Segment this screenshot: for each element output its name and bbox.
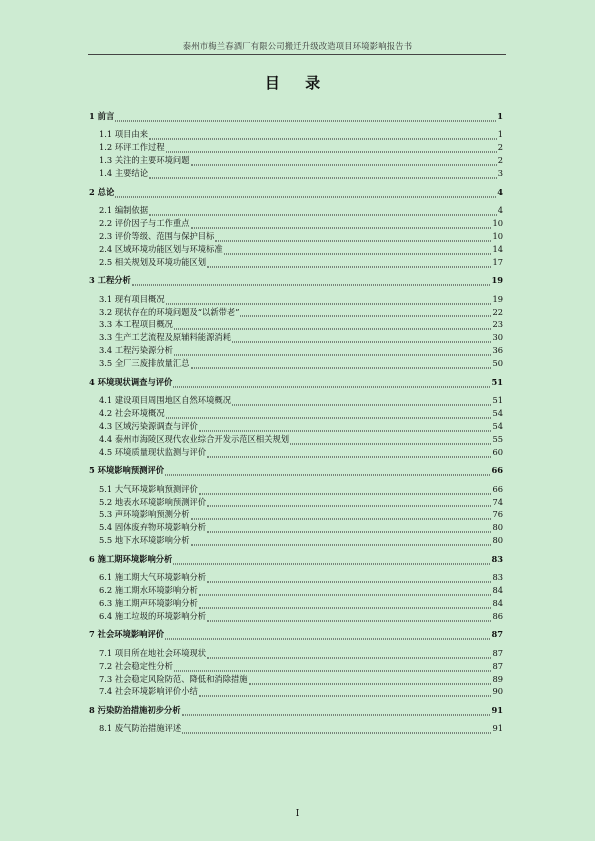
toc-chapter-entry[interactable] <box>89 186 503 199</box>
toc-leader-dots <box>215 232 491 241</box>
toc-section-entry[interactable] <box>89 357 503 370</box>
toc-entry-page: 55 <box>492 433 503 444</box>
toc-leader-dots <box>207 574 491 583</box>
toc-leader-dots <box>199 485 492 494</box>
toc-entry-page: 91 <box>492 723 503 734</box>
toc-section-entry[interactable] <box>89 722 503 735</box>
page-title: 目 录 <box>264 74 331 92</box>
toc-section-entry[interactable] <box>89 331 503 344</box>
toc-entry-label: 5.5 地下水环境影响分析 <box>99 535 190 546</box>
toc-section-entry[interactable] <box>89 673 503 686</box>
toc-leader-dots <box>182 725 491 734</box>
toc-leader-dots <box>115 112 496 121</box>
toc-leader-dots <box>191 511 492 520</box>
toc-entry-label: 1.2 环评工作过程 <box>99 142 165 153</box>
toc-entry-page: 76 <box>492 509 503 520</box>
toc-leader-dots <box>182 706 491 715</box>
toc-leader-dots <box>115 188 496 197</box>
toc-entry-page: 2 <box>497 142 503 153</box>
toc-entry-label: 4.3 区域污染源调查与评价 <box>99 420 198 431</box>
toc-entry-page: 19 <box>492 293 503 304</box>
toc-entry-page: 87 <box>492 647 503 658</box>
toc-section-entry[interactable] <box>89 660 503 673</box>
toc-entry-label: 3.2 现状存在的环境问题及“以新带老” <box>99 306 240 317</box>
toc-entry-page: 89 <box>492 673 503 684</box>
toc-section-entry[interactable] <box>89 243 503 256</box>
toc-entry-page: 80 <box>492 535 503 546</box>
toc-section-entry[interactable] <box>89 256 503 269</box>
toc-entry-page: 66 <box>492 483 503 494</box>
toc-leader-dots <box>199 422 492 431</box>
toc-entry-page: 66 <box>491 465 503 476</box>
toc-chapter-entry[interactable] <box>89 464 503 477</box>
toc-leader-dots <box>232 334 491 343</box>
toc-entry-label: 5 环境影响预测评价 <box>89 465 165 476</box>
toc-entry-label: 2.4 区域环境功能区划与环境标准 <box>99 243 223 254</box>
toc-entry-label: 2.2 评价因子与工作重点 <box>99 218 190 229</box>
toc-entry-label: 6.2 施工期水环境影响分析 <box>99 585 198 596</box>
toc-leader-dots <box>191 360 492 369</box>
toc-entry-page: 30 <box>492 332 503 343</box>
toc-leader-dots <box>207 258 491 267</box>
toc-leader-dots <box>199 586 492 595</box>
toc-leader-dots <box>173 555 490 564</box>
toc-section-entry[interactable] <box>89 584 503 597</box>
toc-section-entry[interactable] <box>89 433 503 446</box>
toc-entry-label: 4.1 建设项目周围地区自然环境概况 <box>99 395 231 406</box>
toc-section-entry[interactable] <box>89 496 503 509</box>
toc-leader-dots <box>132 277 491 286</box>
toc-section-entry[interactable] <box>89 204 503 217</box>
toc-entry-page: 2 <box>497 155 503 166</box>
toc-leader-dots <box>166 295 492 304</box>
toc-entry-page: 83 <box>491 553 503 564</box>
toc-entry-label: 2.5 相关规划及环境功能区划 <box>99 256 207 267</box>
toc-entry-label: 2.1 编制依据 <box>99 205 149 216</box>
toc-entry-label: 2.3 评价等级、范围与保护目标 <box>99 230 215 241</box>
toc-leader-dots <box>165 631 490 640</box>
toc-entry-label: 5.4 固体废弃物环境影响分析 <box>99 522 207 533</box>
toc-entry-label: 8 污染防治措施初步分析 <box>89 704 181 715</box>
toc-section-entry[interactable] <box>89 344 503 357</box>
toc-entry-page: 4 <box>497 205 503 216</box>
toc-entry-page: 54 <box>492 407 503 418</box>
toc-entry-label: 6 施工期环境影响分析 <box>89 553 173 564</box>
toc-section-entry[interactable] <box>89 534 503 547</box>
toc-entry-label: 5.1 大气环境影响预测评价 <box>99 483 198 494</box>
toc-entry-page: 87 <box>491 629 503 640</box>
toc-section-entry[interactable] <box>89 230 503 243</box>
toc-leader-dots <box>173 378 490 387</box>
toc-entry-page: 10 <box>492 230 503 241</box>
toc-entry-label: 7.1 项目所在地社会环境现状 <box>99 647 207 658</box>
toc-entry-label: 6.3 施工期声环境影响分析 <box>99 597 198 608</box>
table-of-contents <box>89 110 503 735</box>
toc-entry-page: 17 <box>492 256 503 267</box>
toc-leader-dots <box>207 498 491 507</box>
toc-entry-label: 3.3 本工程项目概况 <box>99 319 173 330</box>
toc-chapter-entry[interactable] <box>89 628 503 641</box>
toc-entry-page: 51 <box>492 395 503 406</box>
toc-section-entry[interactable] <box>89 685 503 698</box>
toc-section-entry[interactable] <box>89 647 503 660</box>
toc-section-entry[interactable] <box>89 293 503 306</box>
toc-section-entry[interactable] <box>89 521 503 534</box>
toc-leader-dots <box>207 524 491 533</box>
toc-entry-page: 87 <box>492 660 503 671</box>
toc-entry-page: 80 <box>492 522 503 533</box>
toc-entry-page: 10 <box>492 218 503 229</box>
toc-entry-label: 3.5 全厂三废排放量汇总 <box>99 358 190 369</box>
toc-chapter-entry[interactable] <box>89 704 503 717</box>
toc-section-entry[interactable] <box>89 407 503 420</box>
toc-section-entry[interactable] <box>89 571 503 584</box>
toc-entry-page: 22 <box>492 306 503 317</box>
toc-entry-page: 1 <box>497 129 503 140</box>
page-number: I <box>295 809 300 819</box>
toc-leader-dots <box>249 675 492 684</box>
toc-entry-page: 84 <box>492 585 503 596</box>
toc-entry-label: 1.3 关注的主要环境问题 <box>99 155 190 166</box>
toc-entry-page: 3 <box>497 168 503 179</box>
toc-leader-dots <box>207 448 491 457</box>
toc-leader-dots <box>166 409 492 418</box>
toc-leader-dots <box>207 612 491 621</box>
toc-entry-label: 6.1 施工期大气环境影响分析 <box>99 572 207 583</box>
toc-entry-label: 2 总论 <box>89 186 115 197</box>
running-header: 泰州市梅兰春酒厂有限公司搬迁升级改造项目环境影响报告书 <box>182 41 413 51</box>
toc-leader-dots <box>232 397 491 406</box>
toc-section-entry[interactable] <box>89 167 503 180</box>
toc-entry-label: 7.3 社会稳定风险防范、降低和消除措施 <box>99 673 248 684</box>
toc-chapter-entry[interactable] <box>89 274 503 287</box>
toc-entry-label: 6.4 施工垃圾的环境影响分析 <box>99 610 207 621</box>
toc-section-entry[interactable] <box>89 483 503 496</box>
toc-leader-dots <box>199 688 492 697</box>
toc-entry-page: 36 <box>492 345 503 356</box>
toc-entry-label: 7.4 社会环境影响评价小结 <box>99 686 198 697</box>
toc-entry-label: 4.5 环境质量现状监测与评价 <box>99 446 207 457</box>
toc-chapter-entry[interactable] <box>89 553 503 566</box>
toc-leader-dots <box>207 649 491 658</box>
toc-leader-dots <box>224 245 492 254</box>
toc-leader-dots <box>165 467 490 476</box>
toc-entry-page: 60 <box>492 446 503 457</box>
toc-entry-page: 74 <box>492 496 503 507</box>
toc-entry-page: 54 <box>492 420 503 431</box>
toc-entry-label: 1.4 主要结论 <box>99 168 149 179</box>
toc-entry-label: 7 社会环境影响评价 <box>89 629 165 640</box>
toc-chapter-entry[interactable] <box>89 376 503 389</box>
toc-section-entry[interactable] <box>89 597 503 610</box>
toc-leader-dots <box>149 207 497 216</box>
toc-section-entry[interactable] <box>89 420 503 433</box>
toc-entry-page: 1 <box>497 111 503 121</box>
toc-entry-label: 3.4 工程污染源分析 <box>99 345 173 356</box>
toc-entry-page: 19 <box>491 275 503 286</box>
toc-entry-page: 91 <box>491 704 503 715</box>
toc-section-entry[interactable] <box>89 154 503 167</box>
toc-entry-label: 7.2 社会稳定性分析 <box>99 660 173 671</box>
toc-section-entry[interactable] <box>89 318 503 331</box>
toc-entry-label: 4 环境现状调查与评价 <box>89 376 173 387</box>
toc-entry-label: 8.1 废气防治措施评述 <box>99 723 182 734</box>
toc-leader-dots <box>174 321 492 330</box>
toc-leader-dots <box>191 157 497 166</box>
toc-entry-page: 4 <box>497 186 503 197</box>
toc-entry-label: 5.3 声环境影响预测分析 <box>99 509 190 520</box>
toc-entry-label: 3.1 现有项目概况 <box>99 293 165 304</box>
toc-entry-page: 51 <box>491 376 503 387</box>
toc-entry-page: 83 <box>492 572 503 583</box>
toc-leader-dots <box>199 599 492 608</box>
toc-entry-label: 3 工程分析 <box>89 275 131 286</box>
toc-section-entry[interactable] <box>89 306 503 319</box>
toc-section-entry[interactable] <box>89 217 503 230</box>
toc-entry-page: 23 <box>492 319 503 330</box>
toc-leader-dots <box>191 537 492 546</box>
toc-entry-page: 14 <box>492 243 503 254</box>
toc-section-entry[interactable] <box>89 128 503 141</box>
toc-leader-dots <box>240 308 491 317</box>
toc-section-entry[interactable] <box>89 394 503 407</box>
toc-entry-label: 1.1 项目由来 <box>99 129 149 140</box>
toc-entry-label: 5.2 地表水环境影响预测评价 <box>99 496 207 507</box>
toc-leader-dots <box>174 347 492 356</box>
toc-entry-label: 1 前言 <box>89 111 115 121</box>
toc-entry-page: 86 <box>492 610 503 621</box>
toc-section-entry[interactable] <box>89 141 503 154</box>
toc-leader-dots <box>290 435 491 444</box>
toc-leader-dots <box>191 219 492 228</box>
toc-section-entry[interactable] <box>89 446 503 459</box>
toc-entry-page: 50 <box>492 358 503 369</box>
toc-leader-dots <box>166 144 497 153</box>
toc-entry-page: 90 <box>492 686 503 697</box>
toc-section-entry[interactable] <box>89 508 503 521</box>
toc-chapter-entry[interactable] <box>89 110 503 123</box>
toc-leader-dots <box>149 170 497 179</box>
toc-leader-dots <box>174 662 492 671</box>
toc-entry-label: 4.4 泰州市海陵区现代农业综合开发示范区相关规划 <box>99 433 290 444</box>
toc-entry-label: 3.3 生产工艺流程及原辅料能源消耗 <box>99 332 231 343</box>
toc-entry-page: 84 <box>492 597 503 608</box>
toc-leader-dots <box>149 131 497 140</box>
toc-section-entry[interactable] <box>89 610 503 623</box>
toc-entry-label: 4.2 社会环境概况 <box>99 407 165 418</box>
header-rule <box>88 54 506 55</box>
